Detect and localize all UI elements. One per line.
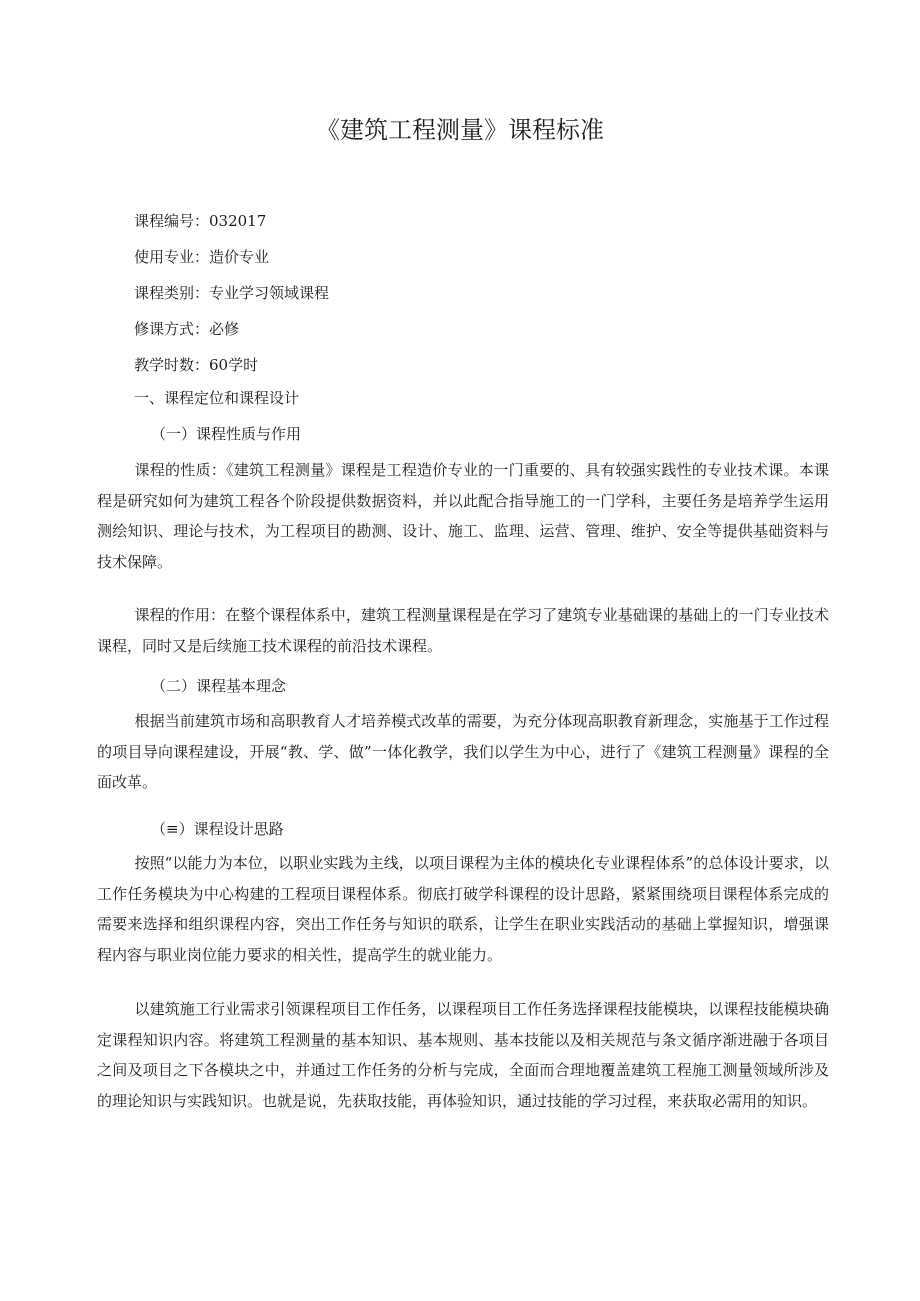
subsection-heading: （二）课程基本理念 <box>151 677 287 695</box>
subsection-heading: （≡）课程设计思路 <box>151 820 284 838</box>
paragraph-design-approach: 以建筑施工行业需求引领课程项目工作任务，以课程项目工作任务选择课程技能模块，以课程技能模块确定课程知识内容。将建筑工程测量的基本知识、基本规则、基本技能以及相关规范与条文循序渐进融于各项目之间及项目之下各模块之中，并通过工作任务的分析与完成，全面而合理地覆盖建筑工程施工测量领域所涉及的理论知识与实践知识。也就是说，先获取技能，再体验知识，通过技能的学习过程，来获取必需用的知识。 <box>97 1000 829 1110</box>
paragraph-basic-concept: 根据当前建筑市场和高职教育人才培养模式改革的需要，为充分体现高职教育新理念，实施基于工作过程的项目导向课程建设，开展“教、学、做”一体化教学，我们以学生为中心，进行了《建筑工程测量》课程的全面改革。 <box>97 712 829 791</box>
paragraph-course-nature: 课程的性质：《建筑工程测量》课程是工程造价专业的一门重要的、具有较强实践性的专业技术课。本课程是研究如何为建筑工程各个阶段提供数据资料，并以此配合指导施工的一门学科，主要任务是培养学生运用测绘知识、理论与技术，为工程项目的勘测、设计、施工、监理、运营、管理、维护、安全等提供基础资料与技术保障。 <box>97 461 829 571</box>
course-code: 课程编号：032017 <box>134 212 267 230</box>
document-title: 《建筑工程测量》课程标准 <box>316 116 604 144</box>
section-heading: 一、课程定位和课程设计 <box>134 389 300 407</box>
course-meta <box>134 203 834 383</box>
teaching-hours: 教学时数：60学时 <box>134 356 259 374</box>
paragraph-course-role: 课程的作用：在整个课程体系中，建筑工程测量课程是在学习了建筑专业基础课的基础上的一门专业技术课程，同时又是后续施工技术课程的前沿技术课程。 <box>97 606 829 655</box>
applicable-major: 使用专业：造价专业 <box>134 248 270 266</box>
paragraph-design-requirements: 按照“以能力为本位，以职业实践为主线，以项目课程为主体的模块化专业课程体系”的总体设计要求，以工作任务模块为中心构建的工程项目课程体系。彻底打破学科课程的设计思路，紧紧围绕项目课程体系完成的需要来选择和组织课程内容，突出工作任务与知识的联系，让学生在职业实践活动的基础上掌握知识，增强课程内容与职业岗位能力要求的相关性，提高学生的就业能力。 <box>97 854 829 964</box>
study-mode: 修课方式：必修 <box>134 320 240 338</box>
course-category: 课程类别：专业学习领域课程 <box>134 284 330 302</box>
subsection-heading: （一）课程性质与作用 <box>151 425 302 443</box>
